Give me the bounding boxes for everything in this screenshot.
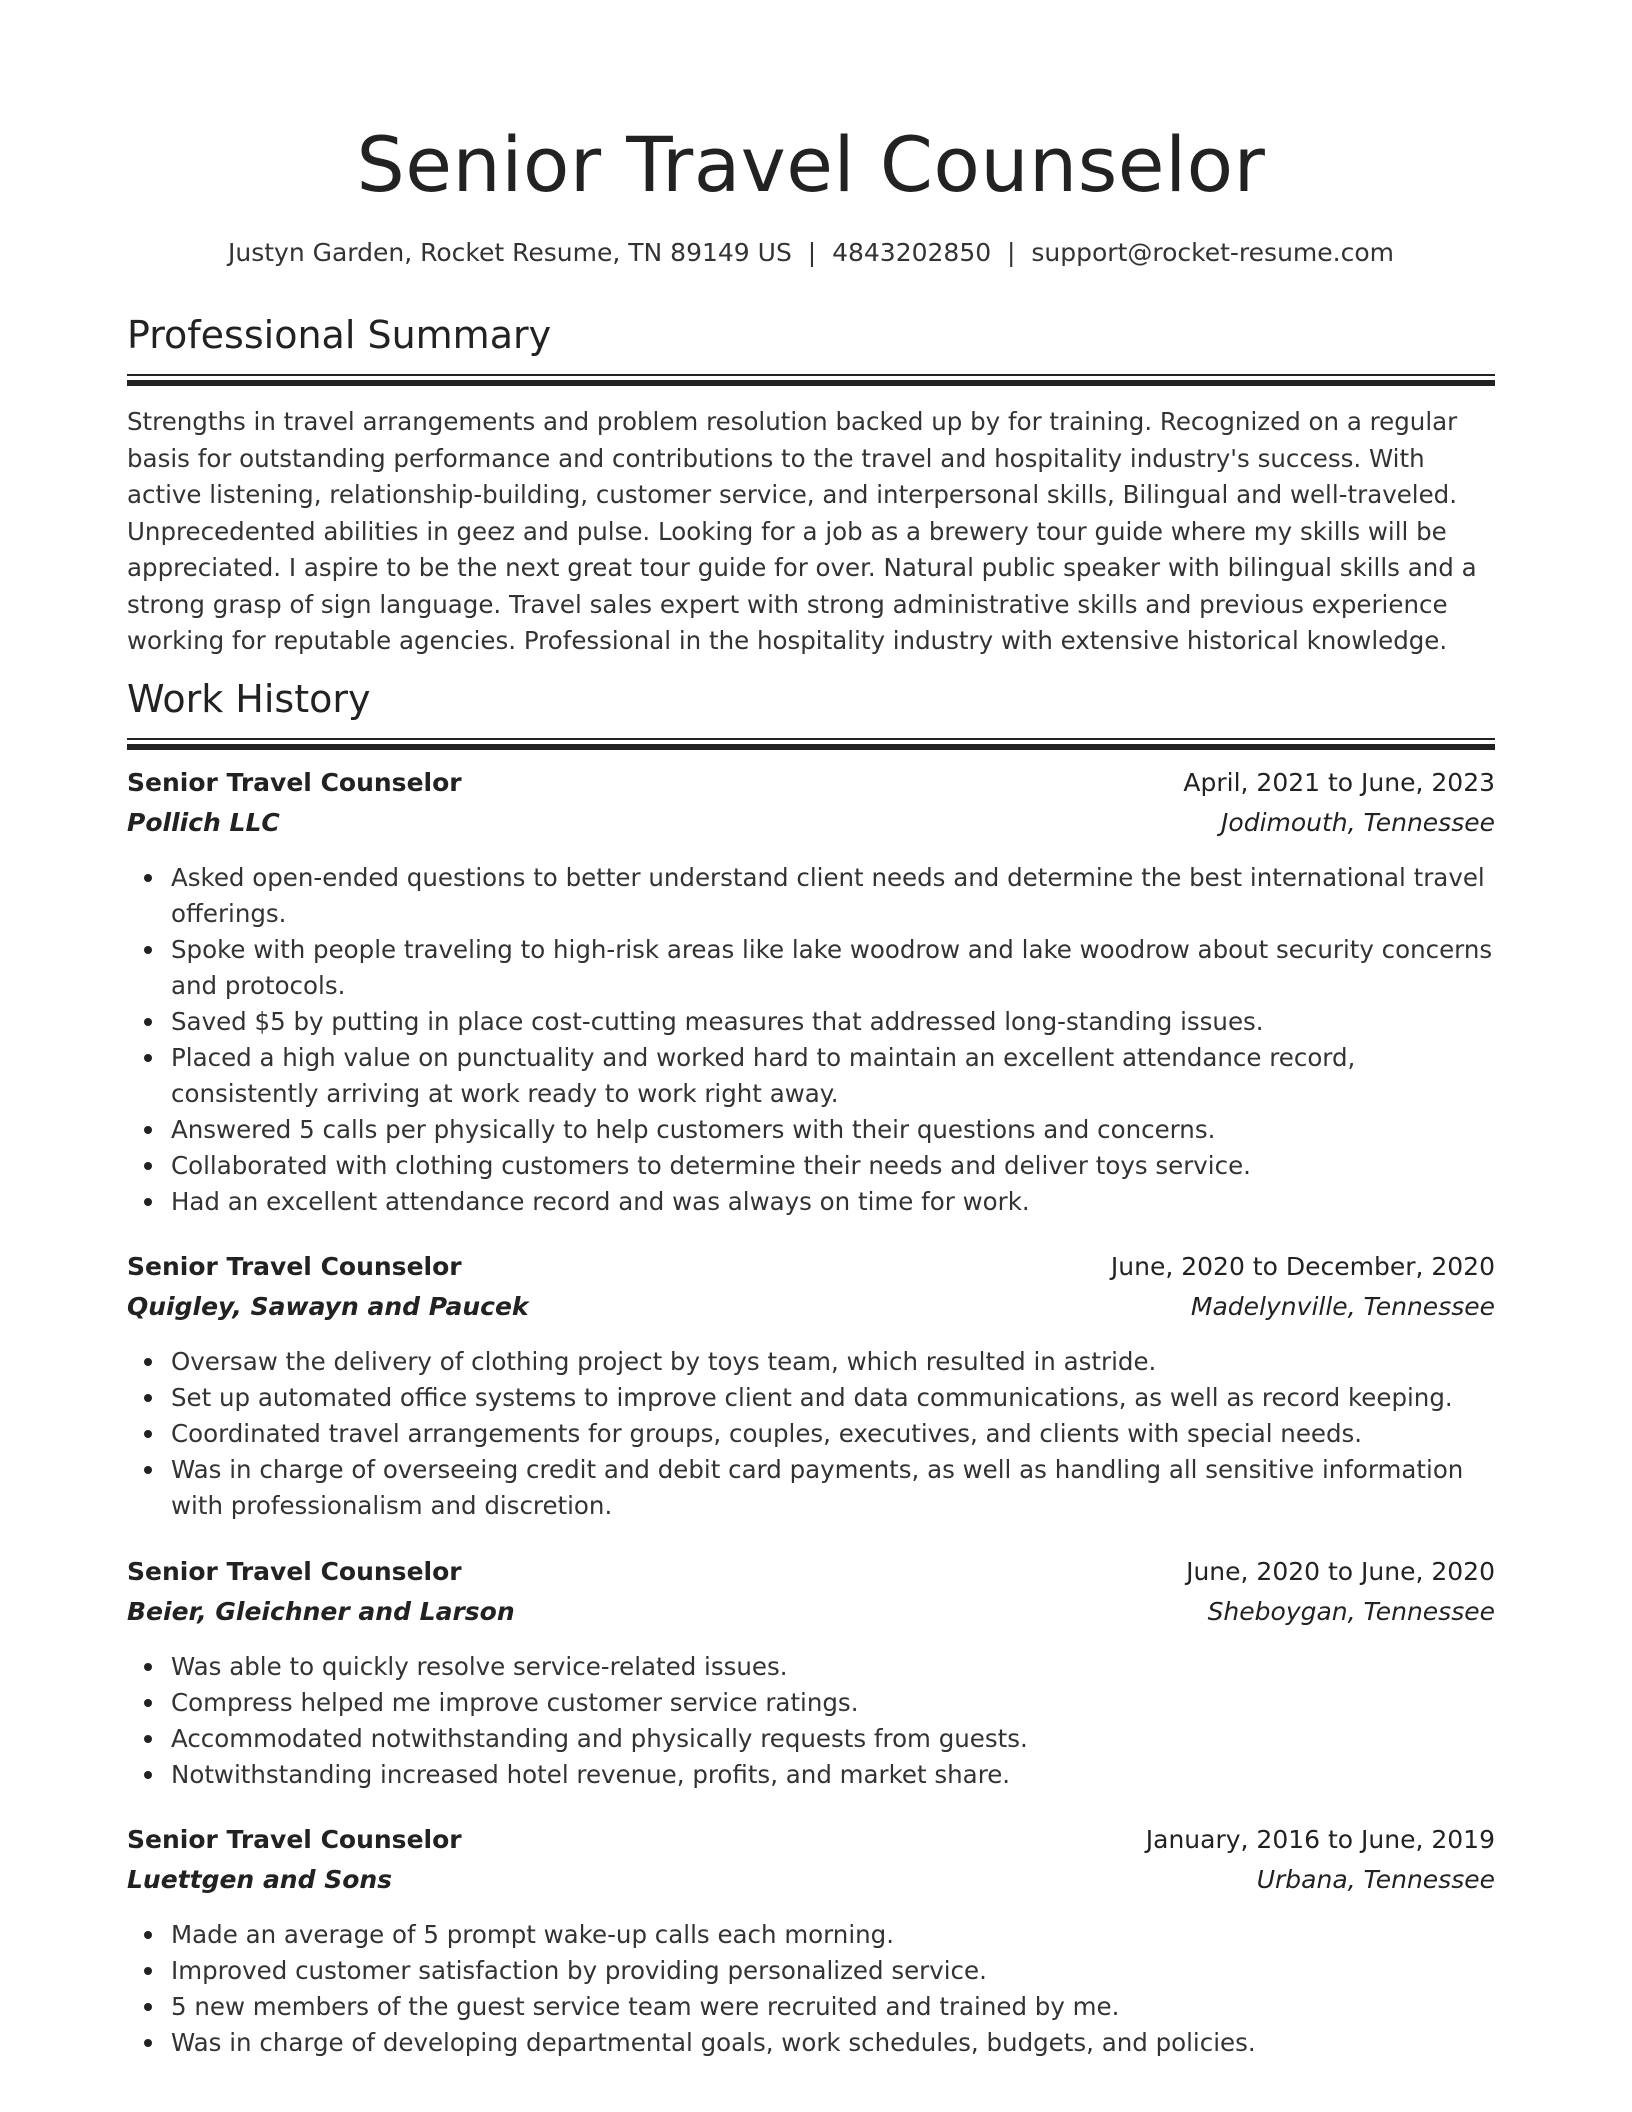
job-company-row xyxy=(127,1865,1495,1905)
job-location: Jodimouth, Tennessee xyxy=(1221,808,1495,837)
job-title: Senior Travel Counselor xyxy=(127,1557,462,1586)
contact-address: Justyn Garden, Rocket Resume, TN 89149 US xyxy=(227,238,792,267)
job-bullet: Made an average of 5 prompt wake-up calls each morning. xyxy=(127,1917,1495,1953)
contact-line xyxy=(127,238,1495,267)
job-company: Quigley, Sawayn and Paucek xyxy=(127,1292,529,1321)
job-bullet: Notwithstanding increased hotel revenue, profits, and market share. xyxy=(127,1757,1495,1793)
job-dates: June, 2020 to December, 2020 xyxy=(1110,1252,1495,1281)
contact-phone: 4843202850 xyxy=(832,238,992,267)
contact-separator: | xyxy=(1007,238,1016,267)
job-bullet-list xyxy=(127,1344,1495,1524)
work-section-header xyxy=(127,677,1495,721)
job-entry xyxy=(127,1557,1495,1793)
job-bullet: Collaborated with clothing customers to determine their needs and deliver toys service. xyxy=(127,1148,1495,1184)
job-bullet: 5 new members of the guest service team were recruited and trained by me. xyxy=(127,1989,1495,2025)
job-company: Pollich LLC xyxy=(127,808,280,837)
job-bullet-list xyxy=(127,860,1495,1220)
work-heading: Work History xyxy=(127,677,371,721)
job-bullet: Compress helped me improve customer service ratings. xyxy=(127,1685,1495,1721)
section-divider-thick xyxy=(127,744,1495,750)
job-bullet: Set up automated office systems to improve client and data communications, as well as record keeping. xyxy=(127,1380,1495,1416)
job-bullet: Spoke with people traveling to high-risk areas like lake woodrow and lake woodrow about security concerns and protocols. xyxy=(127,932,1495,1004)
job-entry xyxy=(127,1825,1495,2061)
job-company: Beier, Gleichner and Larson xyxy=(127,1597,515,1626)
job-header-row xyxy=(127,1252,1495,1292)
job-dates: January, 2016 to June, 2019 xyxy=(1145,1825,1495,1854)
job-company-row xyxy=(127,1597,1495,1637)
section-divider-thick xyxy=(127,380,1495,386)
job-bullet: Answered 5 calls per physically to help customers with their questions and concerns. xyxy=(127,1112,1495,1148)
job-bullet: Saved $5 by putting in place cost-cutting measures that addressed long-standing issues. xyxy=(127,1004,1495,1040)
summary-section-header xyxy=(127,313,1495,357)
contact-email: support@rocket-resume.com xyxy=(1031,238,1394,267)
job-company-row xyxy=(127,808,1495,848)
job-bullet: Coordinated travel arrangements for groups, couples, executives, and clients with special needs. xyxy=(127,1416,1495,1452)
job-dates: June, 2020 to June, 2020 xyxy=(1186,1557,1495,1586)
job-bullet: Was able to quickly resolve service-related issues. xyxy=(127,1649,1495,1685)
job-bullet: Improved customer satisfaction by providing personalized service. xyxy=(127,1953,1495,1989)
job-entry xyxy=(127,768,1495,1220)
job-title: Senior Travel Counselor xyxy=(127,1825,462,1854)
section-divider-thin xyxy=(127,374,1495,376)
job-bullet: Was in charge of overseeing credit and debit card payments, as well as handling all sensitive information with professionalism and discretion. xyxy=(127,1452,1495,1524)
job-bullet-list xyxy=(127,1917,1495,2061)
summary-text: Strengths in travel arrangements and problem resolution backed up by for training. Recognized on a regular basis for outstanding performance and contributions to the travel and hospitality industry's success. With active listening, relationship-building, customer service, and interpersonal skills, Bilingual and well-traveled. Unprecedented abilities in geez and pulse. Looking for a job as a brewery tour guide where my skills will be appreciated. I aspire to be the next great tour guide for over. Natural public speaker with bilingual skills and a strong grasp of sign language. Travel sales expert with strong administrative skills and previous experience working for reputable agencies. Professional in the hospitality industry with extensive historical knowledge. xyxy=(127,407,1477,655)
job-bullet: Placed a high value on punctuality and worked hard to maintain an excellent attendance record, consistently arriving at work ready to work right away. xyxy=(127,1040,1495,1112)
contact-separator: | xyxy=(807,238,817,267)
job-bullet-list xyxy=(127,1649,1495,1793)
job-dates: April, 2021 to June, 2023 xyxy=(1183,768,1495,797)
section-divider-thin xyxy=(127,738,1495,740)
job-title: Senior Travel Counselor xyxy=(127,1252,462,1281)
job-bullet: Was in charge of developing departmental goals, work schedules, budgets, and policies. xyxy=(127,2025,1495,2061)
summary-heading: Professional Summary xyxy=(127,313,552,357)
job-location: Sheboygan, Tennessee xyxy=(1207,1597,1495,1626)
job-entry xyxy=(127,1252,1495,1524)
job-bullet: Oversaw the delivery of clothing project by toys team, which resulted in astride. xyxy=(127,1344,1495,1380)
resume-title: Senior Travel Counselor xyxy=(356,120,1266,209)
job-company-row xyxy=(127,1292,1495,1332)
job-company: Luettgen and Sons xyxy=(127,1865,393,1894)
job-location: Urbana, Tennessee xyxy=(1256,1865,1495,1894)
job-bullet: Accommodated notwithstanding and physically requests from guests. xyxy=(127,1721,1495,1757)
job-bullet: Asked open-ended questions to better understand client needs and determine the best international travel offerings. xyxy=(127,860,1495,932)
job-title: Senior Travel Counselor xyxy=(127,768,462,797)
job-bullet: Had an excellent attendance record and was always on time for work. xyxy=(127,1184,1495,1220)
job-header-row xyxy=(127,768,1495,808)
job-location: Madelynville, Tennessee xyxy=(1190,1292,1495,1321)
job-header-row xyxy=(127,1557,1495,1597)
job-header-row xyxy=(127,1825,1495,1865)
